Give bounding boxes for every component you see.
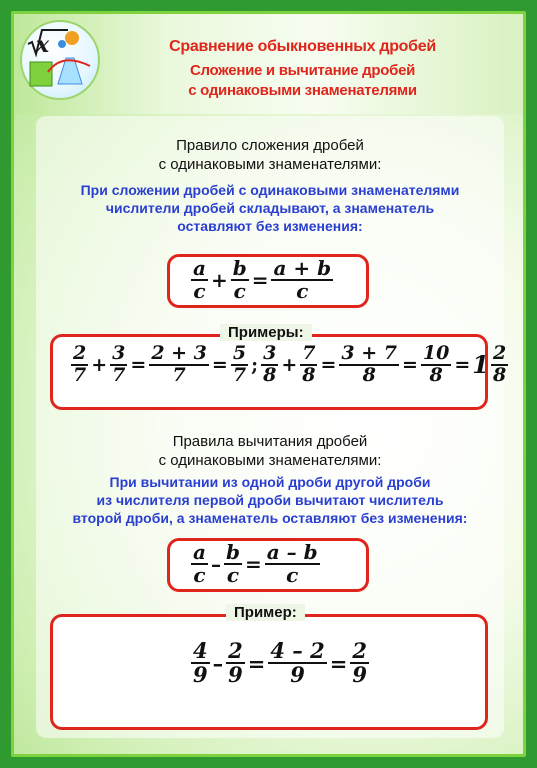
formula-numerator: b: [232, 256, 247, 280]
fraction-denominator: 7: [232, 363, 247, 386]
poster-subtitle-1: Сложение и вычитание дробей: [189, 62, 416, 79]
fraction-numerator: 3: [112, 342, 126, 364]
mixed-number-whole: 1: [472, 350, 489, 380]
fraction-numerator: 2: [73, 342, 87, 364]
fraction-numerator: 7: [302, 342, 316, 364]
equals-sign: =: [130, 353, 147, 376]
subtraction-formula: [190, 542, 321, 586]
fraction-numerator: 5: [232, 342, 247, 364]
equals-sign: =: [454, 353, 471, 376]
subtraction-heading-1: Правила вычитания дробей: [172, 433, 368, 450]
formula-numerator: a + b: [273, 256, 332, 280]
formula-denominator: c: [193, 563, 206, 587]
formula-denominator: c: [233, 279, 246, 303]
formula-numerator: a: [193, 256, 206, 280]
equals-sign: =: [329, 650, 348, 676]
minus-sign: –: [212, 650, 224, 676]
plus-sign: +: [281, 353, 298, 376]
svg-text:x: x: [36, 32, 50, 58]
equals-sign: =: [247, 650, 266, 676]
equals-sign: =: [251, 268, 269, 292]
addition-formula: [190, 258, 334, 302]
formula-denominator: c: [286, 563, 299, 587]
fraction-numerator: 2: [228, 638, 243, 663]
fraction-numerator: 2: [492, 342, 507, 364]
fraction-numerator: 4: [193, 638, 208, 663]
addition-heading-2: с одинаковыми знаменателями:: [158, 156, 382, 173]
minus-sign: –: [210, 552, 221, 576]
addition-rule-2: числители дробей складывают, а знаменатель: [105, 200, 435, 216]
fraction-denominator: 8: [263, 363, 277, 386]
example-label: Пример:: [226, 604, 305, 621]
poster-title: Сравнение обыкновенных дробей: [169, 38, 436, 55]
fraction-denominator: 9: [193, 662, 208, 688]
poster-subtitle-2: с одинаковыми знаменателями: [188, 82, 417, 99]
equals-sign: =: [211, 353, 228, 376]
math-science-logo-icon: [20, 20, 100, 100]
addition-rule-1: При сложении дробей с одинаковыми знаменателями: [80, 182, 460, 198]
fraction-numerator: 4 – 2: [270, 638, 325, 663]
subtraction-heading-2: с одинаковыми знаменателями:: [158, 452, 382, 469]
addition-heading-1: Правило сложения дробей: [176, 137, 364, 154]
addition-examples: [70, 344, 509, 386]
plus-sign: +: [91, 353, 108, 376]
fraction-numerator: 3 + 7: [341, 342, 397, 364]
fraction-denominator: 9: [228, 662, 243, 688]
fraction-denominator: 9: [290, 662, 305, 688]
formula-denominator: c: [226, 563, 240, 587]
fraction-numerator: 3: [263, 342, 277, 364]
subtraction-rule-1: При вычитании из одной дроби другой дроби: [109, 474, 431, 490]
equals-sign: =: [401, 353, 418, 376]
formula-denominator: c: [193, 279, 206, 303]
plus-sign: +: [210, 268, 228, 292]
formula-numerator: b: [225, 540, 240, 564]
fraction-denominator: 9: [352, 662, 367, 688]
examples-label: Примеры:: [220, 324, 312, 341]
subtraction-example: [190, 640, 370, 686]
fraction-numerator: 2: [352, 638, 367, 663]
fraction-denominator: 7: [172, 363, 186, 386]
subtraction-rule-3: второй дроби, а знаменатель оставляют без изменения:: [72, 510, 468, 526]
subtraction-rule-2: из числителя первой дроби вычитают числитель: [96, 492, 444, 508]
equals-sign: =: [244, 552, 262, 576]
fraction-denominator: 8: [429, 363, 443, 386]
fraction-denominator: 8: [492, 363, 507, 386]
fraction-numerator: 2 + 3: [151, 342, 207, 364]
formula-numerator: a: [193, 540, 206, 564]
separator: ;: [251, 353, 259, 376]
fraction-denominator: 7: [73, 363, 87, 386]
fraction-denominator: 7: [112, 363, 126, 386]
formula-denominator: c: [296, 279, 309, 303]
addition-rule-3: оставляют без изменения:: [177, 218, 363, 234]
formula-numerator: a – b: [266, 540, 318, 564]
equals-sign: =: [320, 353, 337, 376]
fraction-denominator: 8: [362, 363, 376, 386]
fraction-denominator: 8: [302, 363, 316, 386]
fraction-numerator: 10: [422, 342, 450, 364]
